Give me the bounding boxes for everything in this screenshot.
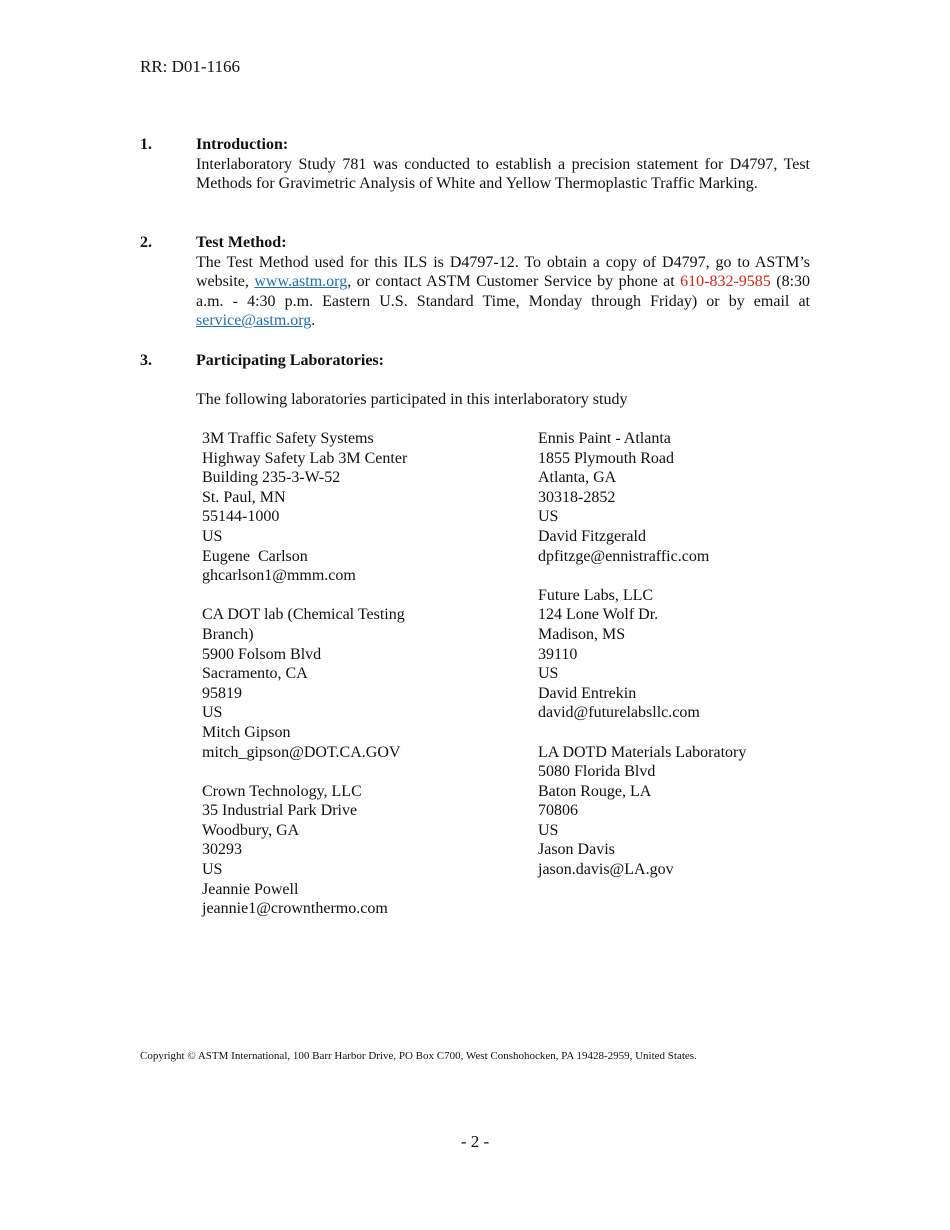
section-number: 1. — [140, 136, 152, 153]
section-title: Test Method: — [196, 234, 287, 251]
labs-right-column — [538, 429, 838, 899]
section-introduction — [140, 135, 810, 194]
lab-entry — [202, 605, 502, 762]
labs-left-column — [202, 429, 502, 938]
lab-line: david@futurelabsllc.com — [538, 704, 700, 722]
lab-line: Jason Davis — [538, 841, 615, 859]
lab-line: David Fitzgerald — [538, 527, 646, 545]
lab-line: dpfitzge@ennistraffic.com — [538, 547, 710, 565]
lab-line: 39110 — [538, 645, 578, 663]
lab-line: 30318-2852 — [538, 488, 616, 506]
lab-line: Eugene Carlson — [202, 547, 308, 565]
section-participating-labs — [140, 351, 810, 410]
section-text: Interlaboratory Study 781 was conducted to establish a precision statement for D4797, Test Methods for Gravimetric Analysis of White and Yellow Thermoplastic Traffic Marking. — [196, 155, 810, 193]
lab-line: US — [202, 527, 223, 545]
lab-line: 5900 Folsom Blvd — [202, 645, 322, 663]
text-segment: . — [311, 312, 316, 330]
lab-line: Woodbury, GA — [202, 821, 300, 839]
lab-line: mitch_gipson@DOT.CA.GOV — [202, 743, 401, 761]
lab-line: 30293 — [202, 841, 242, 859]
phone-number: 610-832-9585 — [680, 273, 771, 291]
text-segment: , or contact ASTM Customer Service by phone at — [347, 273, 681, 291]
lab-line: Atlanta, GA — [538, 469, 617, 487]
section-number: 3. — [140, 352, 152, 369]
lab-line: Building 235-3-W-52 — [202, 469, 341, 487]
lab-line: US — [538, 508, 559, 526]
lab-line: 55144-1000 — [202, 508, 280, 526]
lab-line: St. Paul, MN — [202, 488, 286, 506]
lab-entry — [538, 743, 838, 880]
lab-line: US — [202, 861, 223, 879]
lab-name: Ennis Paint - Atlanta — [538, 430, 671, 447]
section-intro: The following laboratories participated in this interlaboratory study — [196, 391, 628, 409]
website-link[interactable]: www.astm.org — [254, 273, 348, 291]
email-link[interactable]: service@astm.org — [196, 312, 312, 330]
section-title: Introduction: — [196, 136, 289, 153]
lab-line: ghcarlson1@mmm.com — [202, 567, 356, 585]
lab-line: jason.davis@LA.gov — [538, 861, 674, 879]
lab-line: 70806 — [538, 802, 578, 820]
section-text — [196, 253, 810, 331]
lab-entry — [202, 429, 502, 586]
lab-line: Highway Safety Lab 3M Center — [202, 449, 408, 467]
lab-line: Madison, MS — [538, 625, 626, 643]
lab-name: CA DOT lab (Chemical Testing Branch) — [202, 606, 405, 643]
lab-name: Crown Technology, LLC — [202, 782, 362, 800]
section-title: Participating Laboratories: — [196, 352, 384, 369]
lab-line: 35 Industrial Park Drive — [202, 802, 358, 820]
lab-line: 5080 Florida Blvd — [538, 763, 656, 781]
lab-line: Baton Rouge, LA — [538, 782, 652, 800]
lab-line: Jeannie Powell — [202, 880, 299, 898]
page-number: - 2 - — [460, 1132, 490, 1151]
lab-entry — [538, 586, 838, 723]
text-segment: The Test Method used for this ILS is D4797-12. To obtain a copy of D4797, go to ASTM’s website, — [196, 253, 810, 291]
lab-entry — [538, 429, 838, 566]
section-test-method — [140, 233, 810, 331]
lab-line: David Entrekin — [538, 684, 637, 702]
lab-line: 95819 — [202, 684, 242, 702]
lab-name: Future Labs, LLC — [538, 586, 654, 604]
lab-entry — [202, 782, 502, 919]
lab-line: US — [202, 704, 223, 722]
lab-line: US — [538, 665, 559, 683]
lab-line: 1855 Plymouth Road — [538, 449, 675, 467]
lab-line: Mitch Gipson — [202, 723, 291, 741]
lab-line: US — [538, 821, 559, 839]
section-number: 2. — [140, 234, 152, 251]
document-header: RR: D01-1166 — [140, 57, 240, 76]
lab-line: Sacramento, CA — [202, 665, 308, 683]
text-segment: (8:30 a.m. - 4:30 p.m. Eastern U.S. Standard Time, Monday through Friday) or by email at — [196, 273, 811, 310]
lab-name: 3M Traffic Safety Systems — [202, 430, 374, 447]
lab-line: 124 Lone Wolf Dr. — [538, 606, 659, 624]
copyright-notice: Copyright © ASTM International, 100 Barr Harbor Drive, PO Box C700, West Conshohocken, PA 19428-2959, United States. — [140, 1050, 697, 1062]
lab-name: LA DOTD Materials Laboratory — [538, 743, 747, 761]
lab-line: jeannie1@crownthermo.com — [202, 900, 388, 918]
